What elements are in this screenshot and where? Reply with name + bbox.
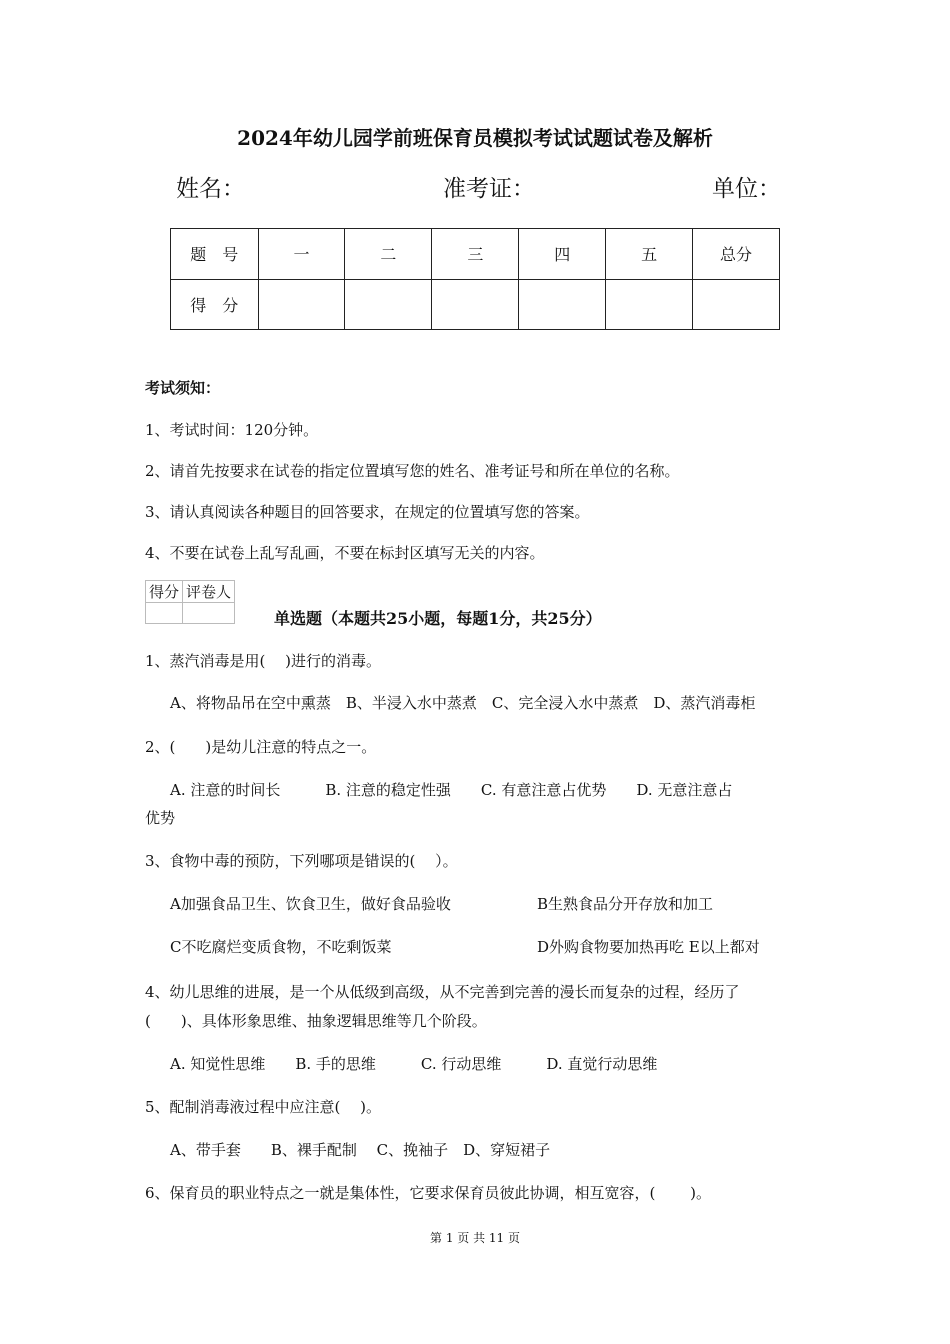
score-value-row: [171, 279, 780, 330]
score-cell[interactable]: [606, 279, 693, 330]
notice-item: 4、不要在试卷上乱写乱画，不要在标封区填写无关的内容。: [145, 544, 545, 562]
notice-heading: 考试须知：: [145, 379, 221, 397]
grader-score-cell[interactable]: [146, 603, 183, 624]
page-title: 2024年幼儿园学前班保育员模拟考试试题试卷及解析: [237, 126, 713, 150]
question-4-stem: 4、幼儿思维的进展，是一个从低级到高级，从不完善到完善的漫长而复杂的过程，经历了: [145, 983, 740, 1001]
question-2-options-cont: 优势: [145, 809, 176, 827]
grader-reviewer-cell[interactable]: [183, 603, 235, 624]
grader-box: [145, 580, 235, 624]
question-1-options: A、将物品吊在空中熏蒸 B、半浸入水中蒸煮 C、完全浸入水中蒸煮 D、蒸汽消毒柜: [170, 694, 756, 712]
header-cell-3: 三: [432, 229, 519, 280]
header-cell-1: 一: [258, 229, 345, 280]
question-6-stem: 6、保育员的职业特点之一就是集体性，它要求保育员彼此协调，相互宽容，( )。: [145, 1184, 712, 1202]
question-3-option-b: B生熟食品分开存放和加工: [537, 895, 714, 913]
name-label: 姓名：: [176, 176, 245, 202]
page-footer: 第 1 页 共 11 页: [430, 1231, 520, 1245]
score-row-label: 得 分: [171, 279, 259, 330]
section-title: 单选题（本题共25小题，每题1分，共25分）: [274, 609, 602, 628]
question-5-options: A、带手套 B、裸手配制 C、挽袖子 D、穿短裙子: [170, 1141, 551, 1159]
question-5-stem: 5、配制消毒液过程中应注意( )。: [145, 1098, 382, 1116]
header-cell-4: 四: [519, 229, 606, 280]
header-cell-5: 五: [606, 229, 693, 280]
question-2-stem: 2、( )是幼儿注意的特点之一。: [145, 738, 377, 756]
score-cell[interactable]: [519, 279, 606, 330]
question-4-stem-cont: ( )、具体形象思维、抽象逻辑思维等几个阶段。: [145, 1012, 487, 1030]
grader-reviewer-label: 评卷人: [183, 581, 235, 603]
score-cell[interactable]: [258, 279, 345, 330]
score-cell[interactable]: [345, 279, 432, 330]
unit-label: 单位：: [712, 176, 781, 202]
score-cell[interactable]: [693, 279, 780, 330]
grader-score-label: 得分: [146, 581, 183, 603]
notice-item: 3、请认真阅读各种题目的回答要求，在规定的位置填写您的答案。: [145, 503, 590, 521]
score-header-row: [171, 229, 780, 280]
header-cell-total: 总分: [693, 229, 780, 280]
notice-item: 2、请首先按要求在试卷的指定位置填写您的姓名、准考证号和所在单位的名称。: [145, 462, 680, 480]
question-3-option-a: A加强食品卫生、饮食卫生，做好食品验收: [170, 895, 451, 913]
score-table: [170, 228, 780, 330]
question-3-stem: 3、食物中毒的预防，下列哪项是错误的( ）。: [145, 852, 458, 870]
question-3-option-c: C不吃腐烂变质食物，不吃剩饭菜: [170, 938, 392, 956]
exam-id-label: 准考证：: [443, 176, 535, 202]
score-cell[interactable]: [432, 279, 519, 330]
question-1-stem: 1、蒸汽消毒是用( )进行的消毒。: [145, 652, 382, 670]
question-2-options: A. 注意的时间长 B. 注意的稳定性强 C. 有意注意占优势 D. 无意注意占: [170, 781, 733, 799]
header-cell-label: 题 号: [171, 229, 259, 280]
notice-item: 1、考试时间：120分钟。: [145, 421, 319, 439]
question-4-options: A. 知觉性思维 B. 手的思维 C. 行动思维 D. 直觉行动思维: [170, 1055, 658, 1073]
header-cell-2: 二: [345, 229, 432, 280]
question-3-option-d: D外购食物要加热再吃 E以上都对: [537, 938, 760, 956]
